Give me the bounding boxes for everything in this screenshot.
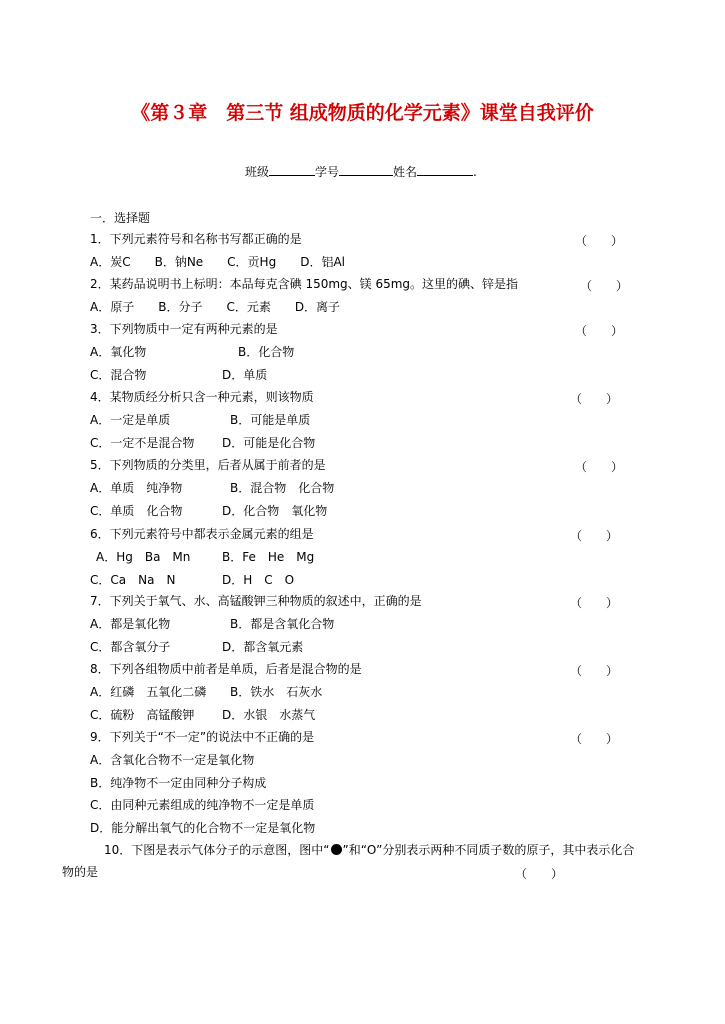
question-5-option-c: C．单质 化合物: [90, 504, 183, 518]
end-mark: .: [473, 165, 477, 179]
question-7-option-d: D．都含氧元素: [222, 640, 304, 654]
question-6-stem: 6．下列元素符号中都表示金属元素的组是: [90, 527, 314, 541]
question-8-option-c: C．硫粉 高锰酸钾: [90, 708, 195, 722]
question-5-stem: 5．下列物质的分类里，后者从属于前者的是: [90, 458, 326, 472]
question-5-option-a: A．单质 纯净物: [90, 481, 183, 495]
question-4-stem: 4．某物质经分析只含一种元素，则该物质: [90, 390, 314, 404]
question-4-option-c: C．一定不是混合物: [90, 436, 195, 450]
answer-paren-1[interactable]: （ ）: [575, 234, 624, 248]
question-3-option-d: D．单质: [222, 368, 268, 382]
question-8-option-b: B．铁水 石灰水: [230, 685, 323, 699]
section-title: 一．选择题: [90, 211, 151, 225]
answer-paren-3[interactable]: （ ）: [575, 324, 624, 338]
number-blank[interactable]: [339, 163, 393, 176]
question-7-option-c: C．都含氧分子: [90, 640, 171, 654]
question-10-stem: [104, 843, 634, 857]
question-3-option-b: B．化合物: [238, 345, 295, 359]
question-3-option-c: C．混合物: [90, 368, 147, 382]
question-3-option-a: A．氧化物: [90, 345, 147, 359]
question-7-stem: 7．下列关于氧气、水、高锰酸钾三种物质的叙述中，正确的是: [90, 594, 422, 608]
question-6-option-c: C．Ca Na N: [90, 573, 176, 587]
name-blank[interactable]: [417, 163, 473, 176]
student-info-line: [245, 163, 477, 180]
question-7-option-a: A．都是氧化物: [90, 617, 171, 631]
question-6-option-a: A．Hg Ba Mn: [96, 550, 191, 564]
filled-atom-icon: [331, 844, 342, 855]
question-5-option-b: B．混合物 化合物: [230, 481, 335, 495]
answer-paren-9[interactable]: （ ）: [570, 732, 619, 746]
question-4-option-b: B．可能是单质: [230, 413, 311, 427]
answer-paren-6[interactable]: （ ）: [570, 529, 619, 543]
answer-paren-8[interactable]: （ ）: [570, 664, 619, 678]
worksheet-title: 《第３章 第三节 组成物质的化学元素》课堂自我评价: [131, 102, 594, 124]
answer-paren-10[interactable]: （ ）: [515, 867, 564, 881]
question-10-stem-mid: ”和“O”分别表示两种不同质子数的原子，其中表示化合: [342, 843, 635, 857]
question-1-stem: 1．下列元素符号和名称书写都正确的是: [90, 232, 302, 246]
question-8-option-a: A．红磷 五氧化二磷: [90, 685, 207, 699]
question-8-option-d: D．水银 水蒸气: [222, 708, 316, 722]
answer-paren-2[interactable]: （ ）: [580, 279, 629, 293]
class-label: 班级: [245, 165, 270, 179]
question-10-stem-pre: 10．下图是表示气体分子的示意图，图中“: [104, 843, 330, 857]
answer-paren-4[interactable]: （ ）: [570, 392, 619, 406]
question-4-option-d: D．可能是化合物: [222, 436, 316, 450]
question-7-option-b: B．都是含氧化合物: [230, 617, 335, 631]
question-9-stem: 9．下列关于“不一定”的说法中不正确的是: [90, 730, 315, 744]
question-5-option-d: D．化合物 氧化物: [222, 504, 328, 518]
question-3-stem: 3．下列物质中一定有两种元素的是: [90, 322, 278, 336]
number-label: 学号: [315, 165, 340, 179]
question-6-option-d: D．H C O: [222, 573, 295, 587]
question-8-stem: 8．下列各组物质中前者是单质，后者是混合物的是: [90, 662, 362, 676]
question-4-option-a: A．一定是单质: [90, 413, 171, 427]
class-blank[interactable]: [269, 163, 315, 176]
name-label: 姓名: [393, 165, 418, 179]
question-9-option-a: A．含氧化合物不一定是氧化物: [90, 753, 255, 767]
answer-paren-7[interactable]: （ ）: [570, 596, 619, 610]
question-1-options: A．炭C B．钠Ne C．贡Hg D．铝Al: [90, 255, 345, 269]
question-9-option-c: C．由同种元素组成的纯净物不一定是单质: [90, 798, 315, 812]
question-2-stem: 2．某药品说明书上标明：本品每克含碘 150mg、镁 65mg。这里的碘、锌是指: [90, 277, 519, 291]
question-2-options: A．原子 B．分子 C．元素 D．离子: [90, 300, 341, 314]
question-6-option-b: B．Fe He Mg: [222, 550, 315, 564]
answer-paren-5[interactable]: （ ）: [575, 460, 624, 474]
question-10-stem-line2: 物的是: [62, 865, 99, 879]
question-9-option-d: D．能分解出氧气的化合物不一定是氧化物: [90, 821, 316, 835]
question-9-option-b: B．纯净物不一定由同种分子构成: [90, 776, 267, 790]
